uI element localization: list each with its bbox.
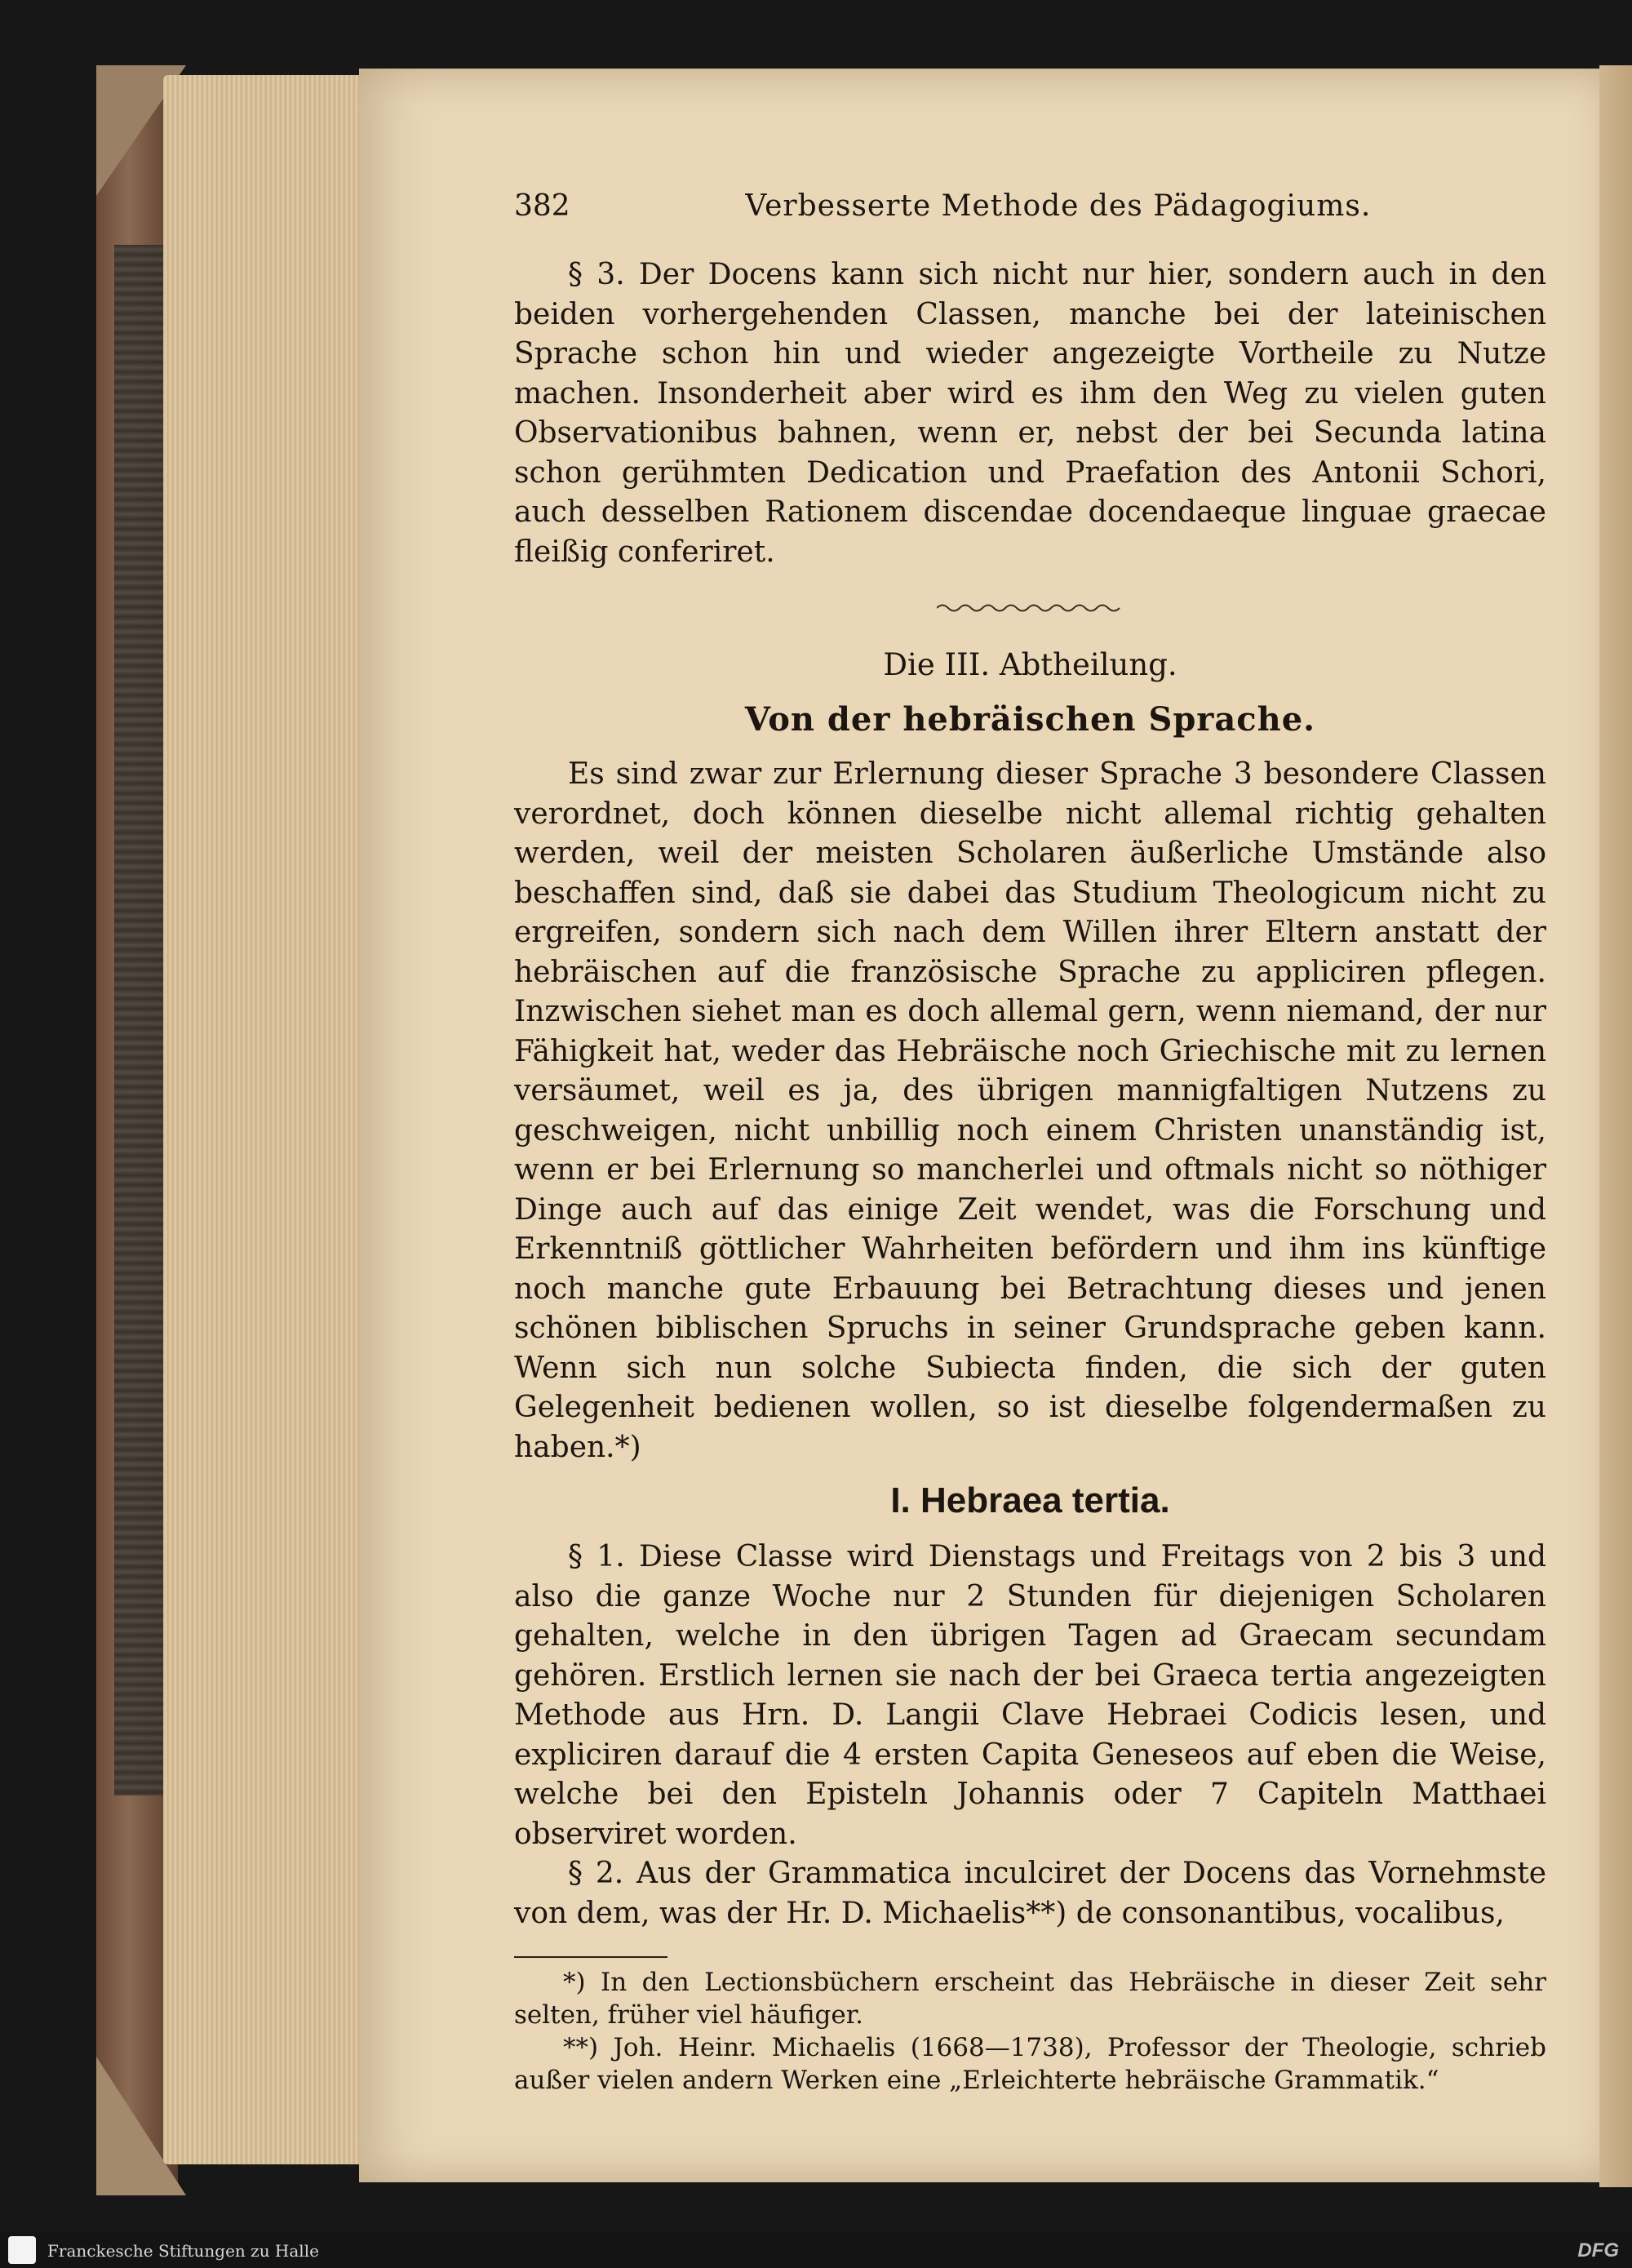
division-subhead: Die III. Abtheilung. <box>883 647 1177 682</box>
footnote: *) In den Lectionsbüchern erscheint das Hebräische in dieser Zeit sehr selten, früher viel häufiger. <box>514 1968 1546 2030</box>
running-header <box>514 189 1546 223</box>
cover-spine-pattern <box>114 245 163 1795</box>
institution-logo-icon <box>8 2236 36 2264</box>
footer-institution: Franckesche Stiftungen zu Halle <box>47 2241 319 2261</box>
paragraph: § 2. Aus der Grammatica inculciret der Docens das Vornehmste von dem, was der Hr. D. Michaelis**) de consonantibus, vocalibus, <box>514 1857 1546 1930</box>
ornament-divider <box>514 601 1546 618</box>
footer-dfg-logo: DFG <box>1577 2239 1619 2261</box>
class-heading: I. Hebraea tertia. <box>890 1480 1170 1520</box>
facing-page-edge <box>1599 65 1632 2187</box>
paragraph: § 3. Der Docens kann sich nicht nur hier, sondern auch in den beiden vorhergehenden Classen, manche bei der lateinischen Sprache schon hin und wieder angezeigte Vortheile zu Nutze machen. Insonderheit aber wird es ihm den Weg zu vielen guten Observationibus bahnen, wenn er, nebst der bei Secunda latina schon gerühmten Dedication und Praefation des Antonii Schori, auch desselben Rationem discendae docendaeque linguae graecae fleißig conferiret. <box>514 258 1546 569</box>
division-title: Von der hebräischen Sprache. <box>744 700 1316 739</box>
footnote: **) Joh. Heinr. Michaelis (1668—1738), Professor der Theologie, schrieb außer vielen andern Werken eine „Erleichterte hebräische Grammatik.“ <box>514 2033 1546 2095</box>
page-edges <box>163 75 375 2164</box>
paragraph: § 1. Diese Classe wird Dienstags und Freitags von 2 bis 3 und also die ganze Woche nur 2 Stunden für diejenigen Scholaren gehalten, welche in den übrigen Tagen ad Graecam secundam gehören. Erstlich lernen sie nach der bei Graeca tertia angezeigten Methode aus Hrn. D. Langii Clave Hebraei Codicis lesen, und expliciren darauf die 4 ersten Capita Geneseos auf eben die Weise, welche bei den Episteln Johannis oder 7 Capiteln Matthaei observiret worden. <box>514 1540 1546 1851</box>
footnote-rule <box>514 1956 667 1958</box>
running-title: Verbesserte Methode des Pädagogiums. <box>745 189 1372 223</box>
paragraph: Es sind zwar zur Erlernung dieser Sprache 3 besondere Classen verordnet, doch können dieselbe nicht allemal richtig gehalten werden, weil der meisten Scholaren äußerliche Umstände also beschaffen sind, daß sie dabei das Studium Theologicum nicht zu ergreifen, sondern sich nach dem Willen ihrer Eltern anstatt der hebräischen auf die französische Sprache zu appliciren pflegen. Inzwischen siehet man es doch allemal gern, wenn niemand, der nur Fähigkeit hat, weder das Hebräische noch Griechische mit zu lernen versäumet, weil es ja, des übrigen mannigfaltigen Nutzens zu geschweigen, nicht unbillig noch einem Christen unanständig ist, wenn er bei Erlernung so mancherlei und oftmals nicht so nöthiger Dinge auch auf das einige Zeit wendet, was die Forschung und Erkenntniß göttlicher Wahrheiten befördern und ihm ins künftige noch manche gute Erbauung bei Betrachtung dieses und jenen schönen biblischen Spruchs in seiner Grundsprache geben kann. Wenn sich nun solche Subiecta finden, die sich der guten Gelegenheit bedienen wollen, so ist dieselbe folgendermaßen zu haben.*) <box>514 757 1546 1464</box>
page-number: 382 <box>514 189 570 223</box>
page-text <box>514 189 1546 2097</box>
